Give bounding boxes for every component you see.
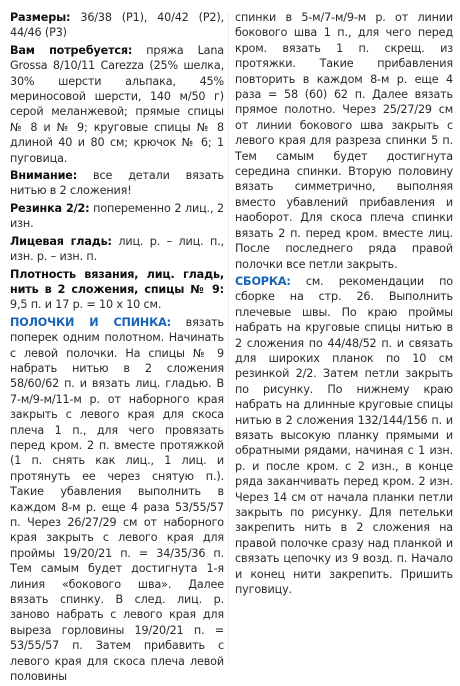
sizes-paragraph (10, 10, 224, 41)
fronts-back-paragraph (10, 315, 224, 685)
column-divider (228, 12, 229, 662)
stockinette-text: лиц. р. – лиц. п., изн. р. – изн. п. (10, 234, 225, 264)
sizes-text: 36/38 (Р1), 40/42 (Р2), 44/46 (Р3) (10, 11, 225, 40)
left-column (10, 10, 224, 686)
stockinette-paragraph (10, 234, 224, 265)
assembly-text: см. рекомендации по сборке на стр. 26. Выполнить плечевые швы. По краю проймы набрать на круговые спицы нитью в 2 сложения по 44/48/52 п. и связать для широких планок по 10 см резинкой 2/2. Затем петли закрыть по рисунку. По нижнему краю набрать на длинные круговые спицы нитью в 2 сложения 132/144/156 п. и вязать высокую планку прямыми и обратными рядами, начиная с 1 изн. р. и после кром. с 2 изн., в конце ряда заканчивать перед кром. 2 изн. Через 14 см от начала планки петли закрыть по рисунку. Для петельки закрепить нить в 2 сложения на правой полочке сразу над планкой и связать цепочку из 9 возд. п. Начало и конец нити закрепить. Пришить пуговицу. (235, 274, 454, 597)
attention-label: Внимание: (10, 169, 78, 183)
rib-text: попеременно 2 лиц., 2 изн. (10, 201, 224, 231)
rib-label: Резинка 2/2: (10, 201, 90, 215)
gauge-text: 9,5 п. и 17 р. = 10 x 10 см. (10, 298, 162, 312)
assembly-heading: СБОРКА: (235, 274, 291, 288)
attention-paragraph (10, 168, 224, 199)
back-continuation-paragraph (235, 10, 453, 272)
assembly-paragraph (235, 274, 453, 598)
fronts-back-text: вязать поперек одним полотном. Начинать с левой полочки. На спицы № 9 набрать нитью в 2 сложения 58/60/62 п. и вязать лиц. гладью. В 7-м/9-м/11-м р. от наборного края закрыть с левого края для скоса плеча 1 п., для чего провязать перед кром. 2 п. вместе протяжкой (1 п. снять как лиц., 1 лиц. и протянуть ее через снятую п.). Такие убавления выполнить в каждом 8-м р. еще 4 раза 53/55/57 п. Через 26/27/29 см от наборного края закрыть с левого края для проймы 19/20/21 п. = 34/35/36 п. Тем самым будет достигнута 1-я линия «бокового шва». Далее вязать спинку. В след. лиц. р. заново набрать с левого края для выреза горловины 19/20/21 п. = 53/55/57 п. Затем прибавить с левого края для скоса плеча левой половины (10, 315, 224, 684)
materials-paragraph (10, 43, 224, 166)
stockinette-label: Лицевая гладь: (10, 234, 112, 248)
back-continuation-text: спинки в 5-м/7-м/9-м р. от линии бокового шва 1 п., для чего перед кром. вязать 1 п. скрещ. из протяжки. Такие прибавления повторить в каждом 8-м р. еще 4 раза = 58 (60) 62 п. Далее вязать прямое полотно. Через 25/27/29 см от линии бокового шва закрыть с левого края для разреза спинки 5 п. Тем самым будет достигнута середина спинки. Вторую половину вязать симметрично, выполняя вместо убавлений прибавления и наоборот. Для скоса плеча спинки вязать 2 п. перед кром. вместе лиц. После последнего ряда правой полочки все петли закрыть. (235, 11, 453, 271)
fronts-back-heading: ПОЛОЧКИ И СПИНКА: (10, 315, 171, 329)
sizes-label: Размеры: (10, 11, 71, 24)
materials-text: пряжа Lana Grossa 8/10/11 Carezza (25% шелка, 30% шерсти альпака, 45% мериносовой шерсти, 140 м/50 г) серой меланжевой; прямые спицы № 8 и № 9; круговые спицы № 8 длиной 40 и 80 см; крючок № 6; 1 пуговица. (10, 43, 224, 165)
rib-paragraph (10, 201, 224, 232)
gauge-label: Плотность вязания, лиц. гладь, нить в 2 сложения, спицы № 9: (10, 267, 224, 296)
right-column (235, 10, 453, 599)
gauge-paragraph (10, 267, 224, 313)
materials-label: Вам потребуется: (10, 43, 133, 57)
attention-text: все детали вязать нитью в 2 сложения! (10, 169, 225, 198)
